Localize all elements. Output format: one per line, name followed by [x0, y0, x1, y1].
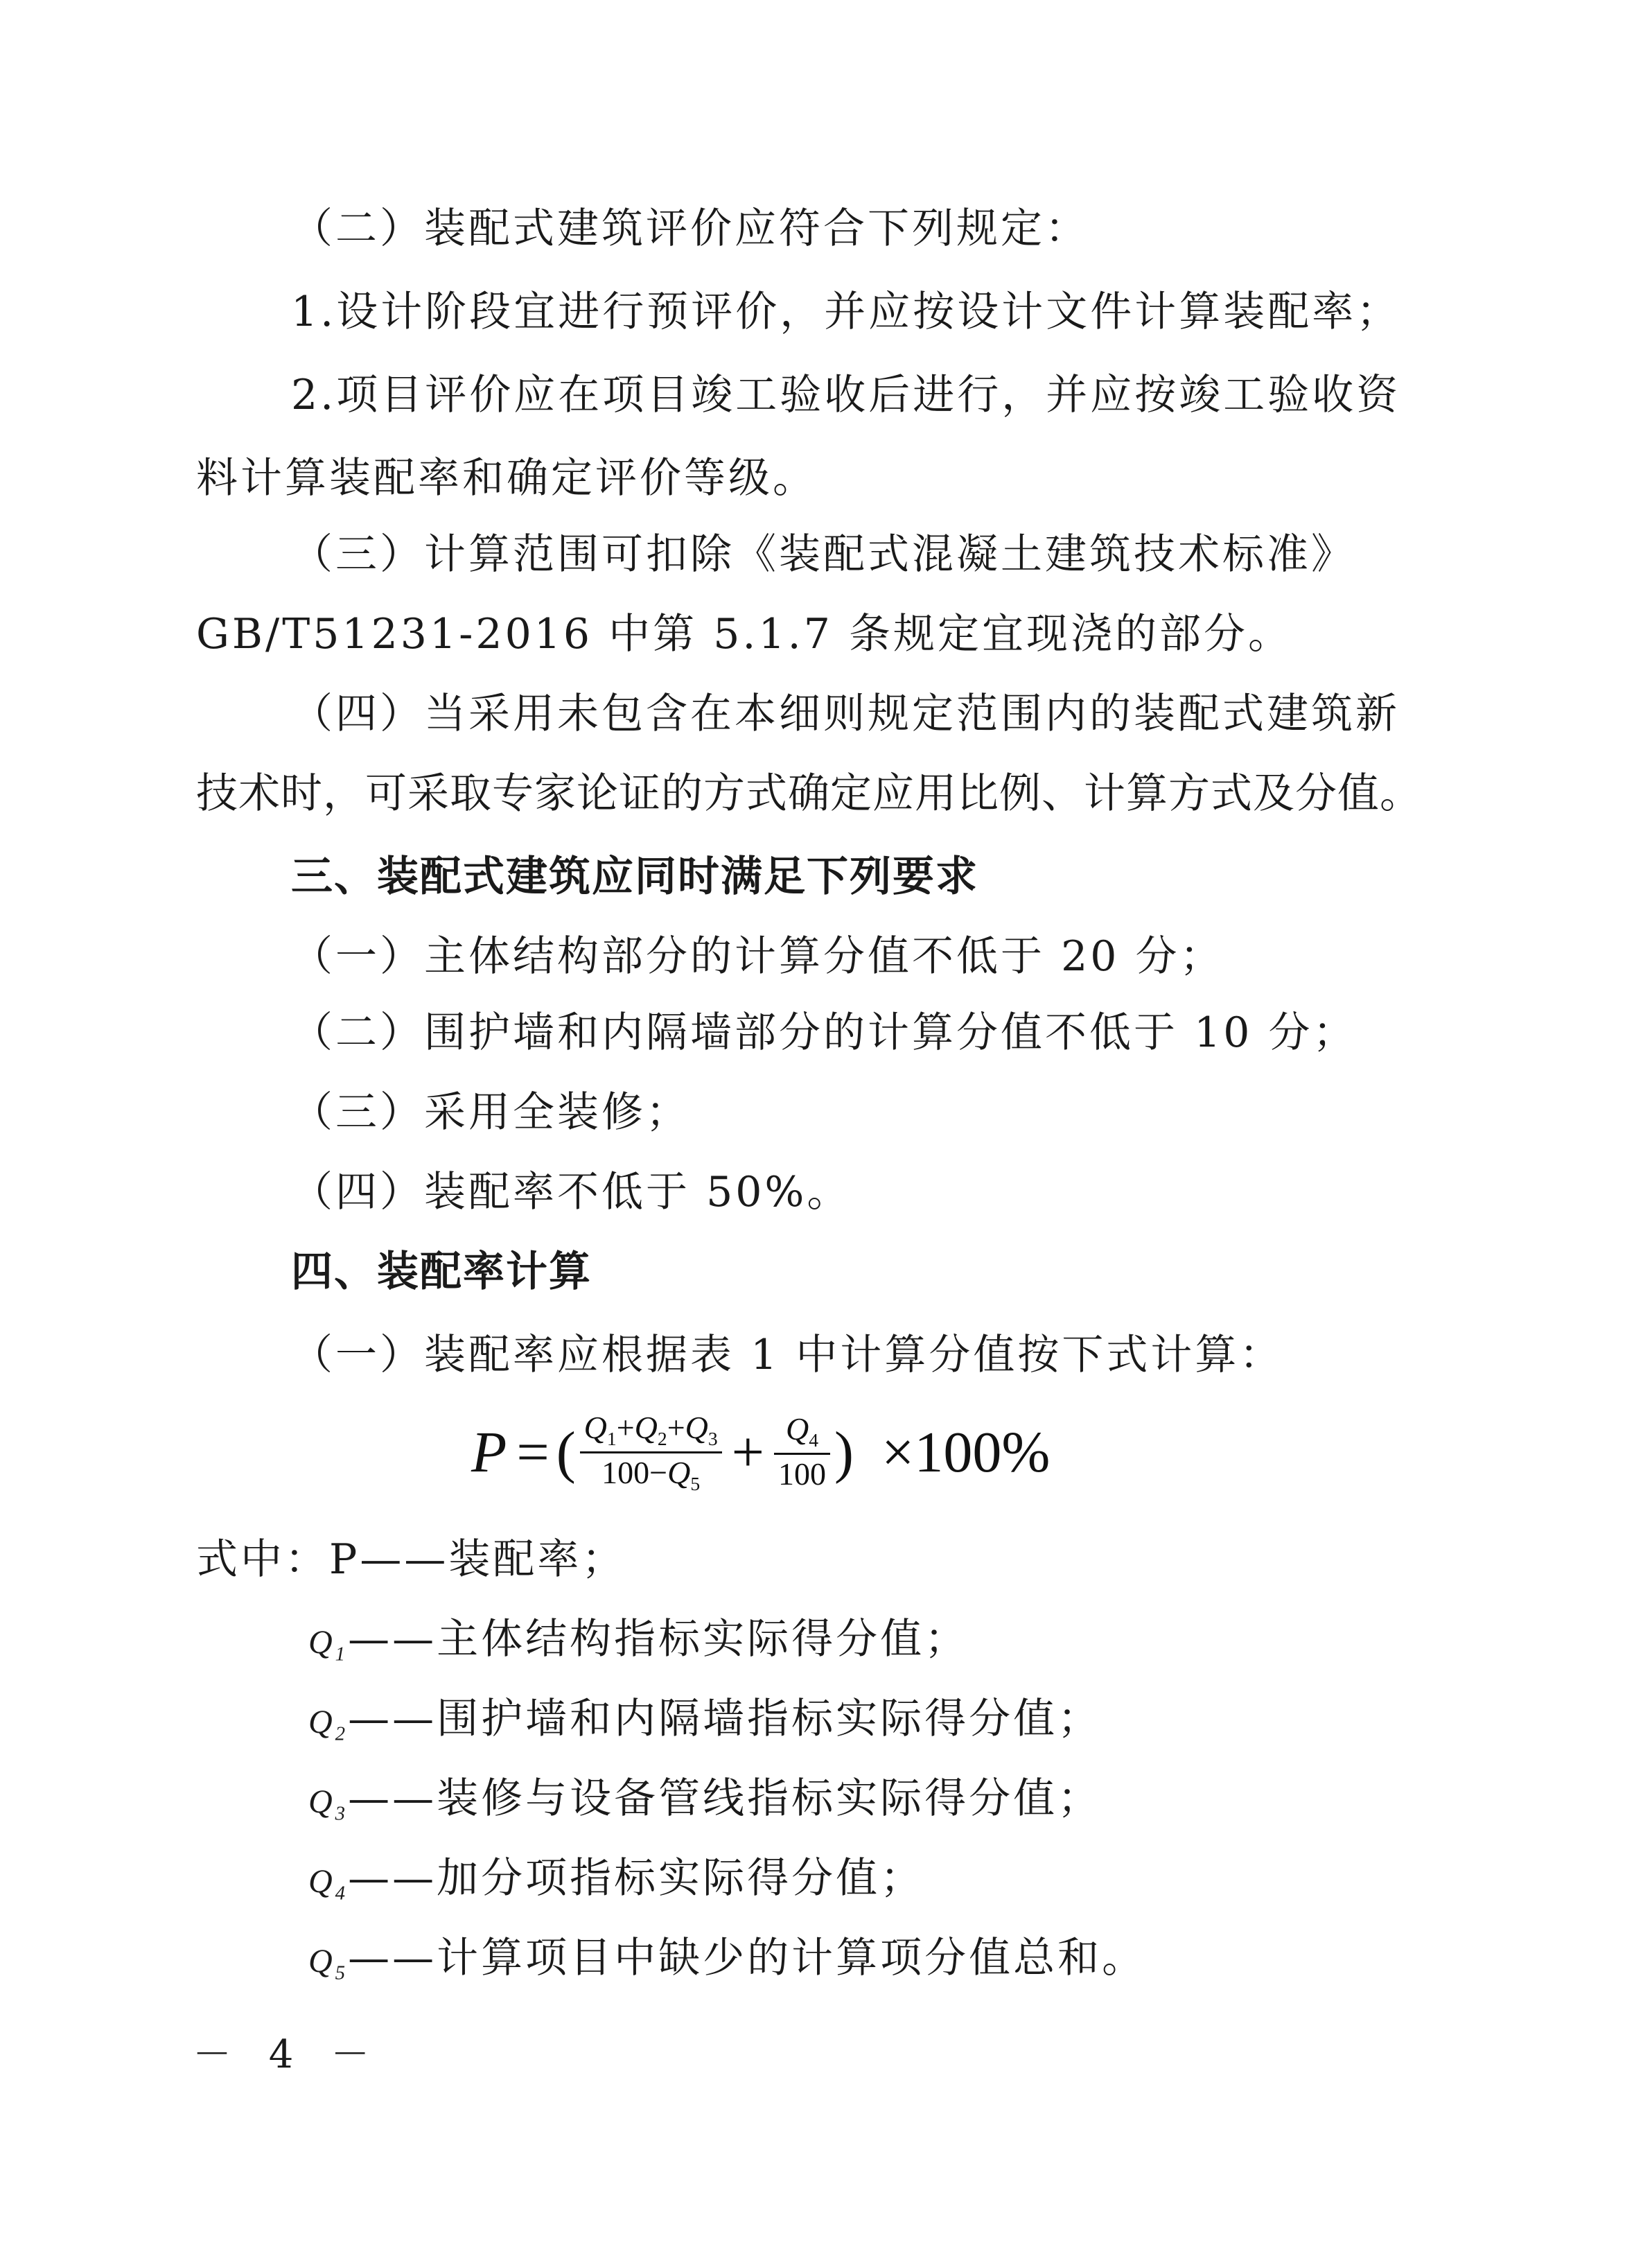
q2-symbol: $Q_2$ — [308, 1704, 349, 1745]
formula-numerator-1: $Q_1+Q_2+Q_3$ — [583, 1409, 718, 1449]
formula-times-100-percent: ×100% — [881, 1419, 1051, 1485]
paragraph-project-evaluation-cont: 料计算装配率和确定评价等级。 — [196, 454, 817, 503]
q1-symbol: $Q_1$ — [308, 1624, 349, 1666]
q5-text: ——计算项目中缺少的计算项分值总和。 — [348, 1934, 1147, 1982]
requirement-3: （三）采用全装修； — [291, 1088, 690, 1137]
page-number: － 4 － — [193, 2032, 383, 2077]
fraction-bar — [774, 1453, 830, 1455]
section-4-heading: 四、装配率计算 — [291, 1248, 592, 1296]
formula-denominator-1: $100-Q_5$ — [601, 1454, 701, 1494]
definition-q5 — [308, 1934, 1147, 1984]
formula-open-paren: ( — [556, 1419, 576, 1485]
paragraph-4-new-tech-cont: 技术时，可采取专家论证的方式确定应用比例、计算方式及分值。 — [196, 769, 1422, 818]
definition-q2 — [308, 1695, 1102, 1745]
paragraph-project-evaluation: 2.项目评价应在项目竣工验收后进行，并应按竣工验收资 — [291, 371, 1401, 419]
q4-symbol: $Q_4$ — [308, 1863, 349, 1905]
formula-numerator-2: $Q_4$ — [786, 1411, 819, 1451]
q5-symbol: $Q_5$ — [308, 1943, 349, 1984]
requirement-2: （二）围护墙和内隔墙部分的计算分值不低于 10 分； — [291, 1008, 1357, 1057]
formula-denominator-2: 100 — [778, 1456, 827, 1492]
definition-q3 — [308, 1774, 1102, 1825]
paragraph-3-calc-scope-cont: GB/T51231-2016 中第 5.1.7 条规定宜现浇的部分。 — [196, 610, 1292, 658]
fraction-bar — [580, 1451, 722, 1453]
paragraph-design-stage: 1.设计阶段宜进行预评价，并应按设计文件计算装配率； — [291, 288, 1401, 336]
section-3-heading: 三、装配式建筑应同时满足下列要求 — [291, 853, 978, 901]
formula-lhs: P — [471, 1419, 507, 1485]
formula-fraction-2 — [774, 1411, 830, 1493]
q4-text: ——加分项指标实际得分值； — [348, 1854, 925, 1903]
paragraph-2-evaluation-rules: （二）装配式建筑评价应符合下列规定： — [291, 204, 1089, 253]
q1-text: ——主体结构指标实际得分值； — [348, 1615, 969, 1663]
formula-fraction-1 — [580, 1410, 722, 1495]
formula-close-paren: ) — [834, 1419, 854, 1485]
q3-text: ——装修与设备管线指标实际得分值； — [348, 1774, 1102, 1823]
definition-q4 — [308, 1854, 925, 1905]
assembly-rate-formula — [471, 1400, 1050, 1504]
requirement-4: （四）装配率不低于 50%。 — [291, 1168, 852, 1216]
definitions-intro: 式中：P——装配率； — [196, 1535, 626, 1584]
formula-intro: （一）装配率应根据表 1 中计算分值按下式计算： — [291, 1331, 1284, 1379]
paragraph-3-calc-scope: （三）计算范围可扣除《装配式混凝土建筑技术标准》 — [291, 530, 1355, 579]
formula-plus: + — [731, 1419, 765, 1485]
q3-symbol: $Q_3$ — [308, 1783, 349, 1825]
formula-equals: = — [516, 1419, 550, 1485]
paragraph-4-new-tech: （四）当采用未包含在本细则规定范围内的装配式建筑新 — [291, 690, 1400, 738]
requirement-1: （一）主体结构部分的计算分值不低于 20 分； — [291, 932, 1224, 981]
definition-q1 — [308, 1615, 969, 1666]
q2-text: ——围护墙和内隔墙指标实际得分值； — [348, 1695, 1102, 1743]
